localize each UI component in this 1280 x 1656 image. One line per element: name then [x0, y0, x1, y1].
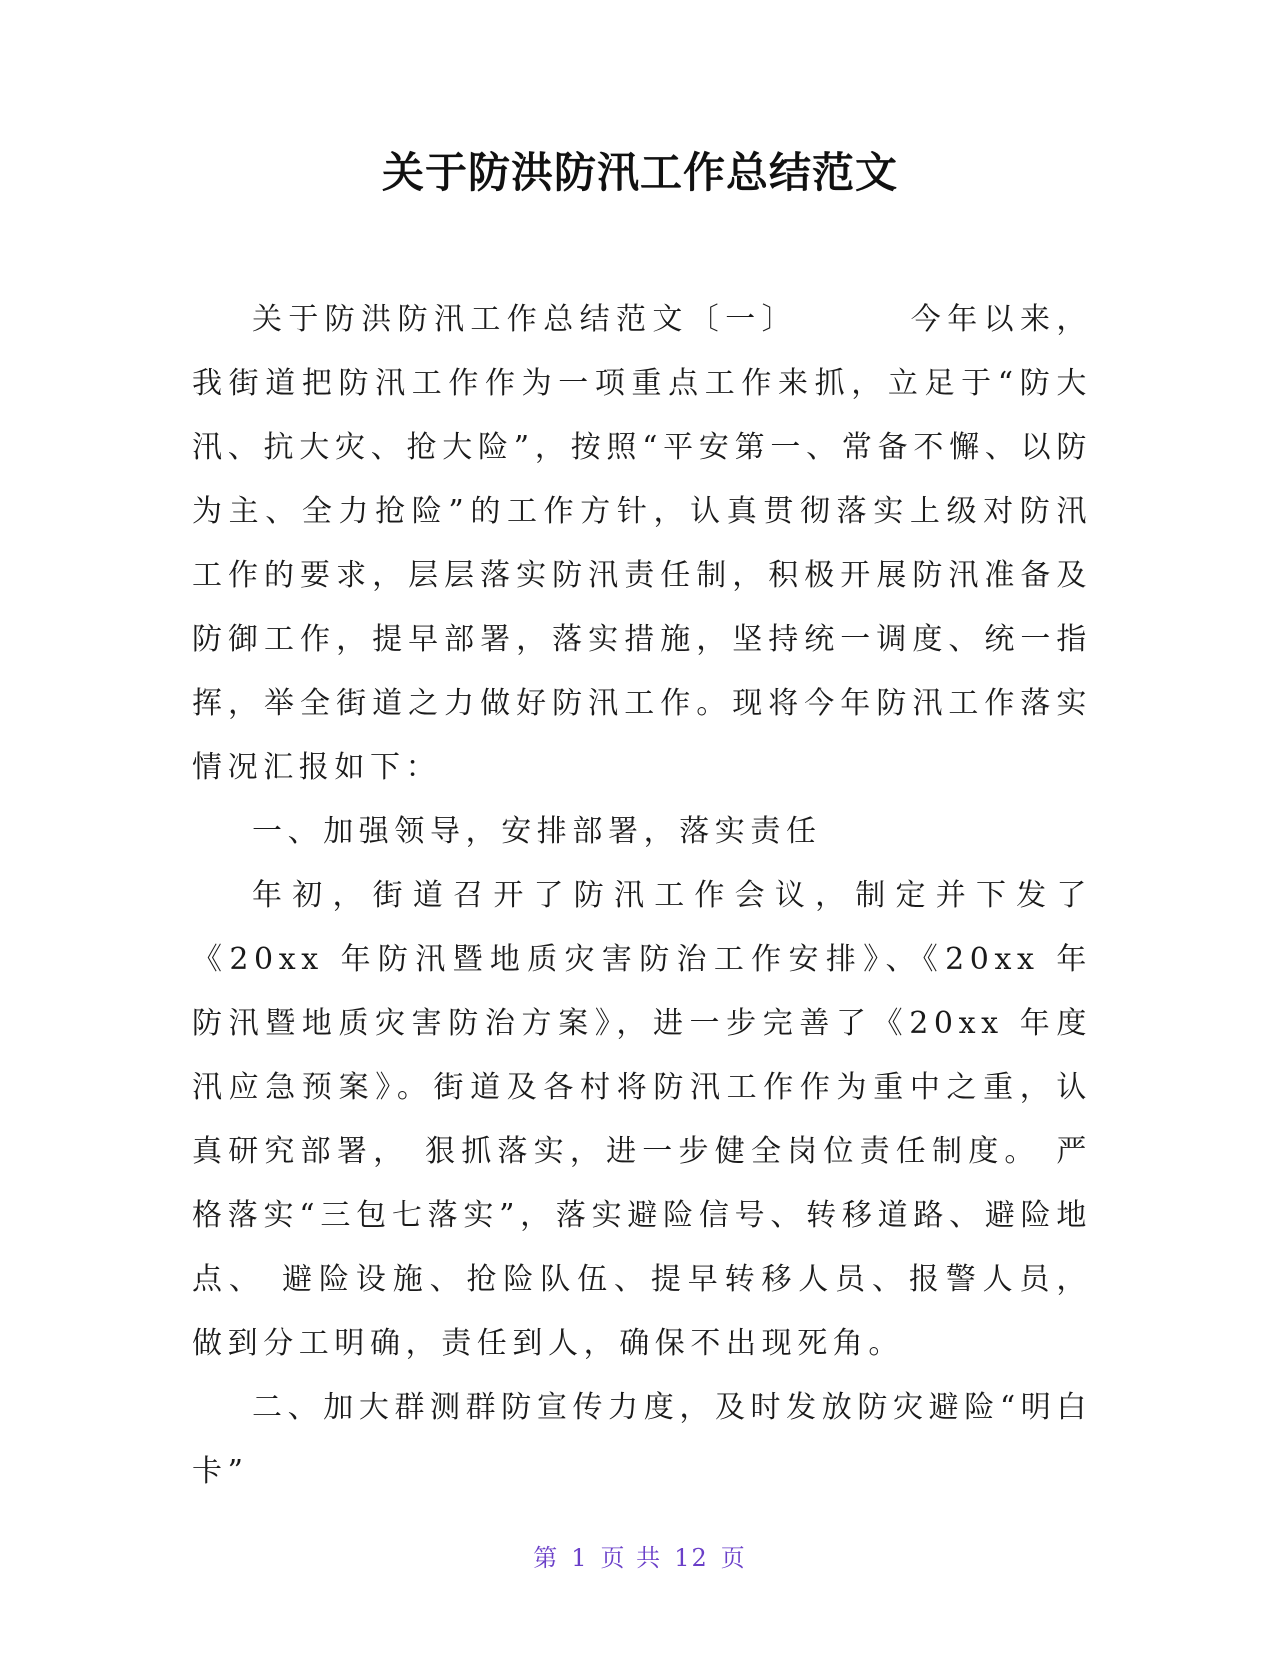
page-label-prefix: 第 — [533, 1544, 560, 1572]
page-footer — [0, 1538, 1280, 1573]
paragraph-intro — [192, 288, 1092, 800]
section-heading: 关于防洪防汛工作总结范文〔一〕 — [252, 302, 798, 337]
current-page-number: 1 — [571, 1544, 589, 1572]
document-body — [192, 288, 1092, 1504]
paragraph-section-one-body: 年初，街道召开了防汛工作会议，制定并下发了《20xx 年防汛暨地质灾害防治工作安排》、《20xx 年防汛暨地质灾害防治方案》，进一步完善了《20xx 年度汛应急预案》。街道及各村将防汛工作作为重中之重，认真研究部署， 狠抓落实，进一步健全岗位责任制度。 严格落实“三包七落实”，落实避险信号、转移道路、避险地点、 避险设施、抢险队伍、提早转移人员、报警人员，做到分工明确，责任到人，确保不出现死角。 — [192, 878, 1092, 1361]
page-label-suffix: 页 — [720, 1544, 747, 1572]
paragraph-section-one-heading: 一、加强领导，安排部署，落实责任 — [252, 814, 822, 849]
document-title: 关于防洪防汛工作总结范文 — [381, 148, 898, 197]
total-pages-number: 12 — [674, 1544, 709, 1572]
paragraph-section-two-heading: 二、加大群测群防宣传力度，及时发放防灾避险“明白卡” — [192, 1390, 1092, 1489]
page-label-mid: 页 共 — [600, 1544, 663, 1572]
paragraph-text: 今年以来，我街道把防汛工作作为一项重点工作来抓，立足于“防大汛、抗大灾、抢大险”，按照“平安第一、常备不懈、以防为主、全力抢险”的工作方针，认真贯彻落实上级对防汛工作的要求，层层落实防汛责任制，积极开展防汛准备及防御工作，提早部署，落实措施，坚持统一调度、统一指挥，举全街道之力做好防汛工作。现将今年防汛工作落实情况汇报如下： — [192, 302, 1092, 785]
